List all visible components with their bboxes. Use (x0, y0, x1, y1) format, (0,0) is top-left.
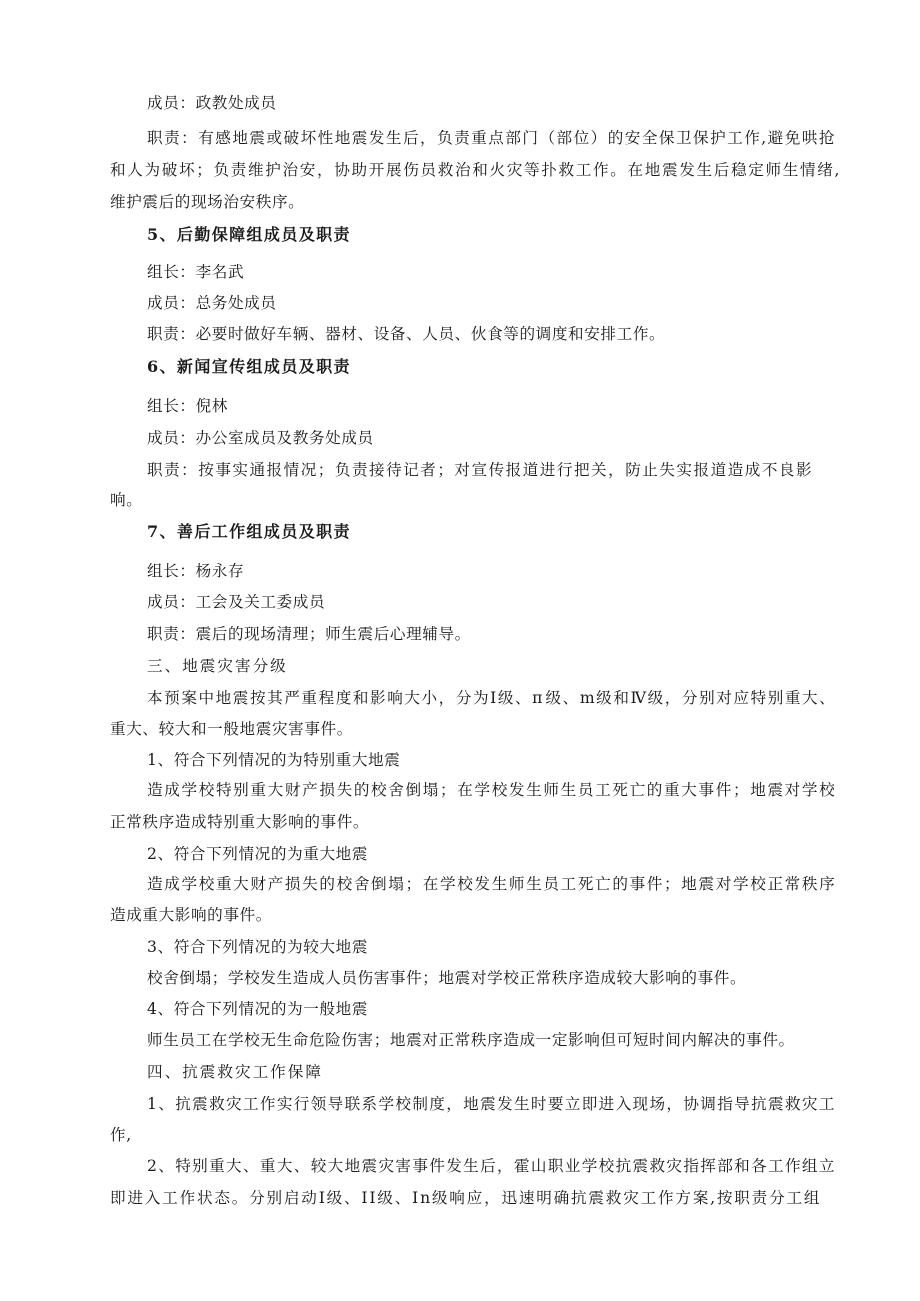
text-line: 职 责 ： 按 事 实 通 报 情 况 ； 负 责 接 待 记 者 ； 对 宣 传 报 道 进 行 把 关 ， 防 止 失 实 报 道 造 成 不 良 影 (147, 461, 812, 479)
text-line: 成员：办公室成员及教务处成员 (147, 429, 374, 447)
text-line: 正常秩序造成特别重大影响的事件。 (110, 813, 370, 831)
text-line: 成员：工会及关工委成员 (147, 593, 326, 611)
text-line: 师生员工在学校无生命危险伤害；地震对正常秩序造成一定影响但可短时间内解决的事件。 (147, 1031, 795, 1049)
text-line: 造 成 学 校 重 大 财 产 损 失 的 校 舍 倒 塌 ； 在 学 校 发 生 师 生 员 工 死 亡 的 事 件 ； 地 震 对 学 校 正 常 秩 序 (147, 875, 835, 893)
text-line: 重大、较大和一般地震灾害事件。 (110, 720, 353, 738)
text-line: 4、符合下列情况的为一般地震 (147, 1000, 369, 1018)
section-heading: 三、地震灾害分级 (147, 657, 288, 675)
text-line: 职 责 ： 有 感 地 震 或 破 坏 性 地 震 发 生 后 ， 负 责 重 点 部 门 （ 部 位 ） 的 安 全 保 卫 保 护 工 作 , 避 免 哄 抢 (147, 129, 835, 147)
text-line: 组长：李名武 (147, 263, 245, 281)
text-line: 成员：政教处成员 (147, 94, 277, 112)
section-heading: 5、后勤保障组成员及职责 (147, 225, 351, 244)
text-line: 本 预 案 中 地 震 按 其 严 重 程 度 和 影 响 大 小 ， 分 为 Ⅰ 级 、 π 级 、 m 级 和 Ⅳ 级 ， 分 别 对 应 特 别 重 大 、 (147, 689, 835, 707)
text-line: 1、符合下列情况的为特别重大地震 (147, 751, 401, 769)
text-line: 响。 (110, 491, 143, 509)
text-line: 造成重大影响的事件。 (110, 906, 272, 924)
text-line: 职责：必要时做好车辆、器材、设备、人员、伙食等的调度和安排工作。 (147, 325, 666, 343)
section-heading: 7、善后工作组成员及职责 (147, 522, 351, 541)
text-line: 组长：倪林 (147, 397, 228, 415)
section-heading: 6、新闻宣传组成员及职责 (147, 357, 351, 376)
text-line: 组长：杨永存 (147, 562, 245, 580)
text-line: 职责：震后的现场清理；师生震后心理辅导。 (147, 625, 471, 643)
text-line: 即 进 入 工 作 状 态 。 分 别 启 动 Ⅰ 级 、 I I 级 、 I n 级 响 应 ， 迅 速 明 确 抗 震 救 灾 工 作 方 案 , 按 职 责 分 工 组 (110, 1189, 820, 1207)
text-line: 校舍倒塌；学校发生造成人员伤害事件；地震对学校正常秩序造成较大影响的事件。 (147, 969, 747, 987)
text-line: 1 、 抗 震 救 灾 工 作 实 行 领 导 联 系 学 校 制 度 ， 地 震 发 生 时 要 立 即 进 入 现 场 ， 协 调 指 导 抗 震 救 灾 工 (147, 1095, 835, 1113)
text-line: 2 、 特 别 重 大 、 重 大 、 较 大 地 震 灾 害 事 件 发 生 后 ， 霍 山 职 业 学 校 抗 震 救 灾 指 挥 部 和 各 工 作 组 立 (147, 1157, 835, 1175)
text-line: 成员：总务处成员 (147, 294, 277, 312)
text-line: 维护震后的现场治安秩序。 (110, 193, 305, 211)
text-line: 作, (110, 1126, 132, 1144)
text-line: 和 人 为 破 坏 ； 负 责 维 护 治 安 ， 协 助 开 展 伤 员 救 治 和 火 灾 等 扑 救 工 作 。 在 地 震 发 生 后 稳 定 师 生 情 绪 , (110, 161, 840, 179)
text-line: 2、符合下列情况的为重大地震 (147, 845, 369, 863)
text-line: 3、符合下列情况的为较大地震 (147, 938, 369, 956)
section-heading: 四、抗震救灾工作保障 (147, 1063, 323, 1081)
text-line: 造 成 学 校 特 别 重 大 财 产 损 失 的 校 舍 倒 塌 ； 在 学 校 发 生 师 生 员 工 死 亡 的 重 大 事 件 ； 地 震 对 学 校 (147, 781, 835, 799)
